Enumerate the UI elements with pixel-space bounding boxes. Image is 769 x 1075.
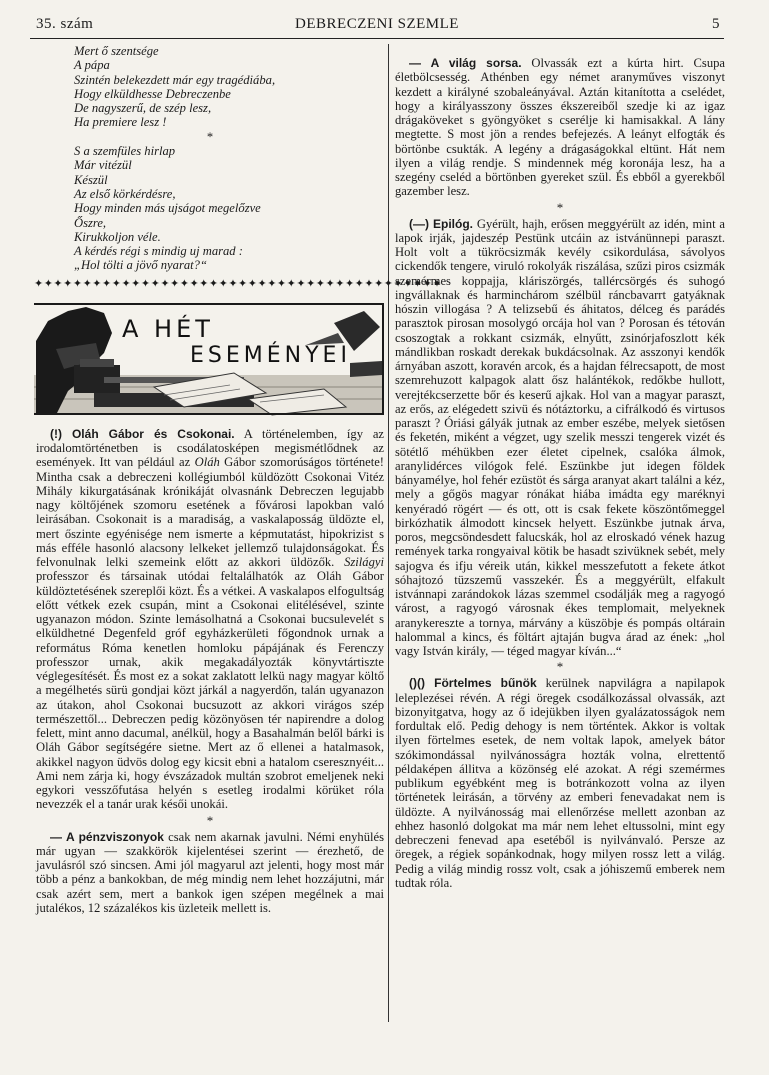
poem-line: Az első körkérdésre, — [74, 186, 176, 201]
poem-line: Készül — [74, 172, 108, 187]
journal-title: DEBRECZENI SZEMLE — [295, 16, 459, 32]
article-separator: * — [206, 812, 214, 828]
right-articles — [395, 56, 725, 890]
poem-stanza-2 — [74, 144, 384, 273]
article-text: Olvassák ezt a kúrta hirt. Csupa életbölcsesség. Athénben egy német aranyműves viszonyt kezdett a királyné szobaleányával. Aztán kitanította a cselédet, hogy a királyasszony összes ékszereiből szedje ki az igaz drágaköveket s gyöngyöket s cserélje ki hamisakkal. A lány megtette. S most jön a rendes befejezés. A leányt elfogták és börtönbe csukták. A legény a drágaságokkal eltünt. Hát nem ilyen a világ rendje. S mindennek még koronája lesz, ha a szegény cseléd a börtönben gyereket szül. És ebből a gyerekből gazember lesz. — [395, 56, 725, 199]
poem-line: Szintén belekezdett már egy tragédiába, — [74, 72, 276, 87]
banner-title-line2: ESEMÉNYEI — [190, 342, 351, 368]
article-paragraph — [395, 676, 725, 890]
article-title: (—) Epilóg. — [409, 216, 474, 231]
article-separator: * — [556, 199, 564, 215]
article-text: A történelemben, így az irodalomtörténetben is csodálatosképen megismétlődnek az események. Itt van például az — [36, 426, 384, 470]
poem-separator: * — [206, 129, 214, 144]
poem-line: Hogy elküldhesse Debreczenbe — [74, 86, 231, 101]
article-title: — A világ sorsa. — [409, 56, 522, 70]
article-emphasis: Szilágyi — [344, 555, 384, 569]
poem-line: Már vitézül — [74, 158, 132, 173]
article-text: professzor és társainak utódai feltalálhatók az Oláh Gábor küldöztetésének szereplői közt. És a vétkei. A vaskalapos elfogultság előtt vétkek ezek csupán, mint a Csokonai elitélésével, szinte ugyanazon módon. Szinte lemásolhatná a Csokonai bucsulevelét s elküldhetné Degenfeld gróf egyházkerületi főgondnok urnak a református Róma kenetlen homloku pápájának és Ferenczy professzor urnak, akik megakadályozták könyvtártiszte véglegesítését. És most ez a sokat zaklatott lelkü nagy magyar költő a megélhetés sürü gondjai közt járkál a nagyerdőn, talán ugyanazon az útakon, ahol Csokonai bucsuzott az akkori virágos szép természettől... Debreczen pedig közönyösen tér napirendre a dolog felett, mint anno dacumal, anélkül, hogy a Basahalmán belől bárki is Oláh Gábor segítségére sietne. Mert az ő ellenei a hatalmasok, akikkel nagyon üdvös dolog egy kicsit ebni a hatalom cseresznyéit... Ami nem zárja ki, hogy évszázadok multán szobrot emeljenek neki egykori vesszőfutása helyén s esetleg irodalmi körüket róla nevezzék el a tanár urak késői unokái. — [36, 569, 384, 812]
banner-title-line1: A HÉT — [122, 314, 214, 343]
article-separator: * — [556, 659, 564, 675]
article-text: kerülnek napvilágra a napilapok leleplezései révén. A régi öregek csodálkozással olvassák, azt bizonyitgatva, hogy az ő idejükben ilyen gyalázatosságok nem fordultak elő. Pedig dehogy is nem történtek. Akkor is voltak ilyen förtelmes esetek, de nem voltak lapok, amelyek bátor szókimondással nyilvánosságra hozták volna, elrettentő példaképen állitva a közönség elé azokat. A régi szemérmes publikum egyébként meg is botránkozott volna az ilyen történetek leirásán, a törvény az emberi fenevadakat nem is üldözte. A nyilvánosság mai ellenőrzése mellett azonban az ehhez hasonló dolgokat ma már nem lehet eltussolni, mint egy debreczeni fenevad apa esetéből is nyilvánvaló. Persze az öregek, a régiek sopánkodnak, hogy milyen rossz lett a világ. Pedig a világ mindig rossz volt, csak a jóhiszemű emberek nem tudtak róla. — [395, 676, 726, 890]
article-paragraph — [395, 217, 725, 659]
poem-stanza-1 — [74, 44, 384, 130]
page-header — [30, 12, 724, 39]
right-column — [395, 44, 725, 890]
poem-line: Mert ő szentsége — [74, 44, 159, 58]
poem-line: S a szemfüles hirlap — [74, 144, 176, 159]
article-paragraph — [395, 56, 725, 199]
page-number: 5 — [712, 16, 720, 32]
issue-number: 35. szám — [36, 16, 94, 32]
poem-line: Hogy minden más ujságot megelőzve — [74, 201, 261, 216]
article-paragraph — [36, 427, 384, 812]
article-text: csak nem akarnak javulni. Némi enyhülés már ugyan — szakkörök kijelentései szerint — érezhető, de javulásról szó sincsen. Ami jól magyarul azt jelenti, hogy most már több a pénz a bankokban, de még mindig nem lehet hozzájutni, már csak azért sem, mert a bankok igen szépen megélnek a mai jutalékos, 12 százalékos kis üzleteik mellett is. — [36, 829, 384, 915]
poem-line: Kirukkoljon véle. — [74, 229, 161, 244]
poem-line: „Hol tölti a jövő nyarat?“ — [74, 258, 207, 273]
article-emphasis: Oláh — [194, 455, 220, 470]
poem-line: Őszre, — [74, 215, 107, 230]
article-title: — A pénzviszonyok — [50, 829, 164, 844]
article-text: Gyérült, hajh, erősen meggyérült az idén, mint a lapok irják, jajdeszép Pestünk utcáin az istvánünnepi paraszt. Holt volt a tükröcsizmák kevély csikordulása, sávolyos cickendők tengere, viruló rokolyák riszálása, szűzi piros csizmák szemérmes koppajja, kláriszörgés, tallércsörgés és suhogó ingvállaknak és harminchárom szélbül ráncbavarrt gatyáknak hószin villogása ? A telizsebű és áhitatos, délceg és parádés parasztok pirosan mosolygó orcája hol van ? Porosan és tétován csoszogtak a rokkant csizmák, elnyűtt, zsinórjafoszlott kék mándlikban roskadt derekak bukdácsolnak. Az asszonyi kendők árnyában aszott, koravén arcok, és a hajdan félrecsapott, de most szemrehuzott kalpagok alatt ősz halántékok, redőkbe hullott, verejtékcserzette bőr és keserű ajkak. Hol van a magyar paraszt, az erős, az elégedett szivü és nótáztorku, a cifrálkodó és virtusos paraszt ? Óriási gályák jutnak az ember eszébe, melyek sietősen és feketén, miként a végzet, ugy szelik messzi tengerek vizét és sötétlő méhükben ezer életet cipelnek, csalóka álmok, aranylidérces vilógok felé. Eszünkbe jut idegen földek bányamélye, hol fehér ezüstöt és sárga aranyat akart találni a kéz, mely a gőgös magyar rónákat hiába imádta egy maréknyi kenyéradó rögért — és ott, ott is csak fekete köszöntőmeggel birkózhatik álmodott kincsek helyett. Eszünkbe jutnak árva, poros, megcsöndesdett falucskák, hol az elroskadó vének hazug remények tarka rongyaival kötik be hasadt szivüknek sebét, mely sajogva és ifju véreik után, kikkel messzefutott a fekete átkot sóhajtozó tüzszemű vasszekér. És a meggyérült, elfakult istvánnapi zarándokok lázas szemmel csodálják meg a ragyogó várost, a ragyogó városnak ékes templomait, melyeknek aranykereszte a tornya, márvány a küszöbje és pompás oltárain halommal a kincs, és föltárt ajtaján bugva árad az ének: „hol vagy István király, — téged magyar kíván...“ — [395, 216, 725, 658]
poem-line: De nagyszerű, de szép lesz, — [74, 101, 212, 116]
article-title: (!) Oláh Gábor és Csokonai. — [50, 426, 235, 441]
section-banner — [34, 303, 384, 415]
left-articles — [36, 427, 384, 915]
poem-line: Ha premiere lesz ! — [74, 115, 167, 130]
column-divider — [388, 44, 389, 1022]
poem-line: A pápa — [74, 58, 110, 73]
ornament-rule: ✦✦✦✦✦✦✦✦✦✦✦✦✦✦✦✦✦✦✦✦✦✦✦✦✦✦✦✦✦✦✦✦✦✦✦✦✦✦✦✦✦✦ — [34, 277, 443, 290]
article-paragraph — [36, 830, 384, 916]
poem — [74, 44, 384, 273]
article-title: ()() Förtelmes bűnök — [409, 676, 537, 691]
article-text: Gábor szomorúságos története! Mintha csak a debreczeni kollégiumból küldözött Csokonai Vitéz Mihály kikurgatásának krónikáját olvasnánk Debreczen legujabb nagy költőjének szomoru esetének a fővárosi lapokban való leirásában. Csokonait is a maradiság, a vaskalaposság üldözte el, mert őszinte egyénisége nem ismerte a képmutatást, hipokrizist s más efféle hasonló alacsony lelkeket jellemző tulajdonságokat. És felvonulnak lelki szemeink előtt az akkori üldözők. — [36, 455, 384, 569]
poem-line: A kérdés régi s mindig uj marad : — [74, 244, 243, 259]
